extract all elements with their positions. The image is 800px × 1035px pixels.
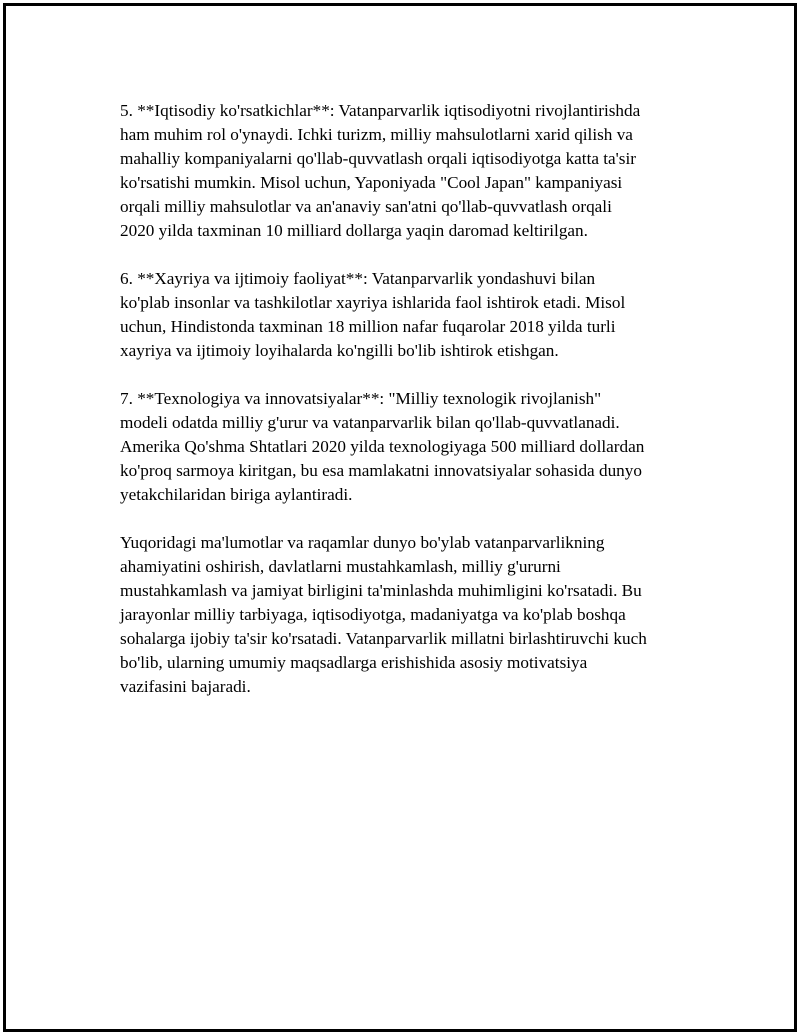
text-line: 7. **Texnologiya va innovatsiyalar**: "Milliy texnologik rivojlanish" — [120, 389, 602, 408]
text-line: yetakchilaridan biriga aylantiradi. — [120, 485, 353, 504]
text-line: ham muhim rol o'ynaydi. Ichki turizm, milliy mahsulotlarni xarid qilish va — [120, 125, 633, 144]
text-line: Yuqoridagi ma'lumotlar va raqamlar dunyo bo'ylab vatanparvarlikning — [120, 533, 605, 552]
text-line: ko'plab insonlar va tashkilotlar xayriya ishlarida faol ishtirok etadi. Misol — [120, 293, 626, 312]
text-line: 6. **Xayriya va ijtimoiy faoliyat**: Vatanparvarlik yondashuvi bilan — [120, 269, 596, 288]
paragraph-economic-indicators — [120, 99, 700, 243]
text-line: orqali milliy mahsulotlar va an'anaviy san'atni qo'llab-quvvatlash orqali — [120, 197, 612, 216]
text-line: xayriya va ijtimoiy loyihalarda ko'ngilli bo'lib ishtirok etishgan. — [120, 341, 559, 360]
text-line: ko'proq sarmoya kiritgan, bu esa mamlakatni innovatsiyalar sohasida dunyo — [120, 461, 642, 480]
text-line: sohalarga ijobiy ta'sir ko'rsatadi. Vatanparvarlik millatni birlashtiruvchi kuch — [120, 629, 647, 648]
text-line: uchun, Hindistonda taxminan 18 million nafar fuqarolar 2018 yilda turli — [120, 317, 616, 336]
text-line: bo'lib, ularning umumiy maqsadlarga erishishida asosiy motivatsiya — [120, 653, 588, 672]
text-line: modeli odatda milliy g'urur va vatanparvarlik bilan qo'llab-quvvatlanadi. — [120, 413, 620, 432]
text-line: 5. **Iqtisodiy ko'rsatkichlar**: Vatanparvarlik iqtisodiyotni rivojlantirishda — [120, 101, 641, 120]
text-line: ahamiyatini oshirish, davlatlarni mustahkamlash, milliy g'ururni — [120, 557, 561, 576]
paragraph-charity-social-activity — [120, 267, 700, 363]
text-line: jarayonlar milliy tarbiyaga, iqtisodiyotga, madaniyatga va ko'plab boshqa — [120, 605, 626, 624]
paragraph-conclusion — [120, 531, 700, 699]
page-frame — [3, 3, 797, 1032]
text-line: ko'rsatishi mumkin. Misol uchun, Yaponiyada "Cool Japan" kampaniyasi — [120, 173, 623, 192]
paragraph-technology-innovation — [120, 387, 700, 507]
text-line: mahalliy kompaniyalarni qo'llab-quvvatlash orqali iqtisodiyotga katta ta'sir — [120, 149, 636, 168]
text-line: vazifasini bajaradi. — [120, 677, 251, 696]
text-line: 2020 yilda taxminan 10 milliard dollarga yaqin daromad keltirilgan. — [120, 221, 588, 240]
document-body — [120, 99, 700, 723]
text-line: Amerika Qo'shma Shtatlari 2020 yilda texnologiyaga 500 milliard dollardan — [120, 437, 645, 456]
text-line: mustahkamlash va jamiyat birligini ta'minlashda muhimligini ko'rsatadi. Bu — [120, 581, 642, 600]
